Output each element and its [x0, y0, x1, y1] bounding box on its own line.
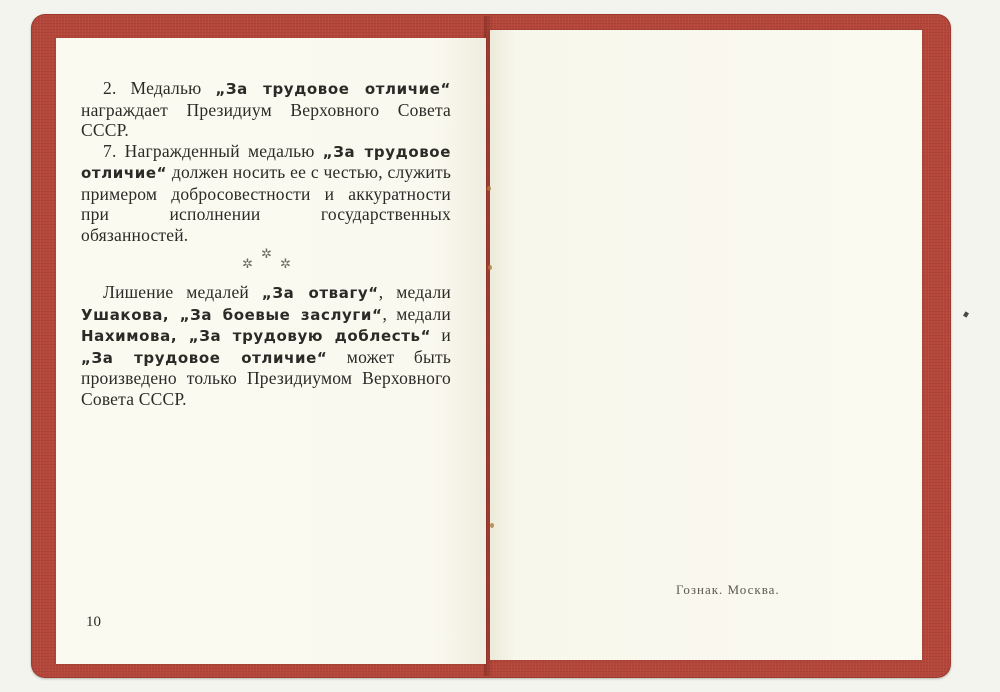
paragraph-7 [81, 141, 451, 246]
separator-stars: ✲ ✲ ✲ [242, 246, 291, 271]
medal-name-text: „За трудовое отличие“ [215, 80, 451, 98]
left-page-main-text [81, 78, 451, 245]
edge-mark [963, 311, 969, 317]
paper-spot [487, 186, 491, 191]
medal-name-text: Ушакова, „За боевые заслуги“ [81, 305, 383, 324]
medal-name-text: „За трудовое отличие“ [81, 142, 451, 182]
printer-imprint: Гознак. Москва. [676, 582, 780, 597]
paper-spot [490, 523, 494, 528]
paper-spot [488, 265, 492, 270]
page-number: 10 [86, 614, 101, 630]
paragraph-2 [81, 78, 451, 141]
medal-name-text: „За отвагу“ [261, 284, 379, 302]
text-run: должен носить ее с честью, служить примером добросовестности и аккуратности при исполнении государственных обязанностей. [81, 162, 451, 245]
medal-name-text: „За трудовое отличие“ [81, 348, 328, 367]
text-run: и [431, 325, 451, 345]
paragraph-deprivation [81, 282, 451, 409]
medal-name-text: Нахимова, „За трудовую доблесть“ [81, 327, 432, 345]
text-run: награждает Президиум Верховного Совета СССР. [81, 99, 451, 140]
text-run: , медали [382, 303, 451, 324]
text-run: 2. Медалью [103, 78, 216, 98]
text-run: Лишение медалей [103, 282, 262, 302]
right-page [490, 30, 922, 660]
text-run: может быть произведено только Президиумом Верховного Совета СССР. [81, 346, 451, 409]
text-run: 7. Награжденный медалью [103, 140, 323, 161]
text-run: , медали [378, 282, 451, 302]
left-page-note-text [81, 282, 451, 409]
